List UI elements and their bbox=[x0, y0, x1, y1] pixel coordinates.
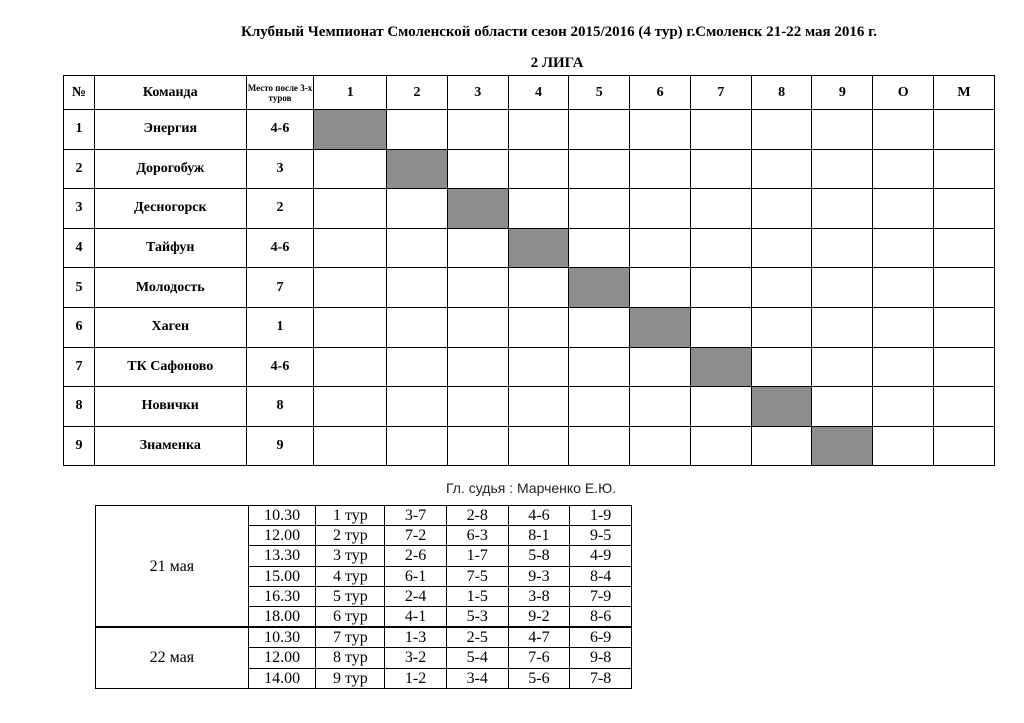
header-col: 4 bbox=[508, 76, 569, 110]
result-cell bbox=[569, 387, 630, 427]
round-time: 15.00 bbox=[248, 566, 316, 586]
result-cell bbox=[508, 347, 569, 387]
team-row bbox=[64, 268, 995, 308]
team-number: 2 bbox=[64, 149, 95, 189]
match-pair: 2-8 bbox=[446, 506, 508, 526]
result-cell bbox=[447, 149, 508, 189]
result-cell bbox=[387, 347, 448, 387]
self-match-cell bbox=[447, 189, 508, 229]
result-cell bbox=[690, 426, 751, 466]
header-team: Команда bbox=[94, 76, 246, 110]
result-cell bbox=[630, 426, 691, 466]
schedule-row bbox=[96, 506, 632, 526]
team-name: Тайфун bbox=[94, 228, 246, 268]
schedule-date: 22 мая bbox=[96, 627, 249, 688]
match-pair: 1-9 bbox=[570, 506, 632, 526]
match-pair: 7-8 bbox=[570, 668, 632, 688]
result-cell bbox=[934, 149, 995, 189]
team-name: Знаменка bbox=[94, 426, 246, 466]
result-cell bbox=[314, 307, 387, 347]
result-cell bbox=[690, 387, 751, 427]
result-cell bbox=[387, 228, 448, 268]
result-cell bbox=[508, 307, 569, 347]
team-row bbox=[64, 426, 995, 466]
result-cell bbox=[873, 347, 934, 387]
team-row bbox=[64, 307, 995, 347]
result-cell bbox=[508, 110, 569, 150]
team-name: Десногорск bbox=[94, 189, 246, 229]
result-cell bbox=[630, 110, 691, 150]
result-cell bbox=[630, 347, 691, 387]
round-time: 14.00 bbox=[248, 668, 316, 688]
team-row bbox=[64, 347, 995, 387]
match-pair: 2-5 bbox=[446, 627, 508, 648]
team-previous-place: 2 bbox=[246, 189, 314, 229]
header-row bbox=[64, 76, 995, 110]
result-cell bbox=[812, 268, 873, 308]
result-cell bbox=[630, 149, 691, 189]
result-cell bbox=[569, 189, 630, 229]
result-cell bbox=[934, 387, 995, 427]
result-cell bbox=[387, 426, 448, 466]
match-pair: 1-3 bbox=[385, 627, 447, 648]
result-cell bbox=[387, 110, 448, 150]
match-pair: 7-5 bbox=[446, 566, 508, 586]
match-pair: 8-1 bbox=[508, 526, 570, 546]
round-time: 13.30 bbox=[248, 546, 316, 566]
team-previous-place: 1 bbox=[246, 307, 314, 347]
team-name: Дорогобуж bbox=[94, 149, 246, 189]
result-cell bbox=[447, 268, 508, 308]
match-pair: 8-4 bbox=[570, 566, 632, 586]
result-cell bbox=[690, 110, 751, 150]
result-cell bbox=[630, 228, 691, 268]
result-cell bbox=[873, 307, 934, 347]
team-row bbox=[64, 228, 995, 268]
result-cell bbox=[387, 189, 448, 229]
team-previous-place: 4-6 bbox=[246, 228, 314, 268]
match-pair: 9-5 bbox=[570, 526, 632, 546]
team-name: Молодость bbox=[94, 268, 246, 308]
result-cell bbox=[508, 189, 569, 229]
header-col: 7 bbox=[690, 76, 751, 110]
team-number: 5 bbox=[64, 268, 95, 308]
match-pair: 1-5 bbox=[446, 586, 508, 606]
team-name: ТК Сафоново bbox=[94, 347, 246, 387]
match-pair: 7-6 bbox=[508, 648, 570, 668]
round-time: 12.00 bbox=[248, 526, 316, 546]
result-cell bbox=[751, 149, 812, 189]
result-cell bbox=[569, 110, 630, 150]
result-cell bbox=[314, 268, 387, 308]
self-match-cell bbox=[690, 347, 751, 387]
result-cell bbox=[314, 149, 387, 189]
result-cell bbox=[751, 347, 812, 387]
result-cell bbox=[873, 228, 934, 268]
round-label: 5 тур bbox=[316, 586, 385, 606]
round-label: 9 тур bbox=[316, 668, 385, 688]
result-cell bbox=[873, 268, 934, 308]
match-pair: 5-6 bbox=[508, 668, 570, 688]
self-match-cell bbox=[314, 110, 387, 150]
team-number: 6 bbox=[64, 307, 95, 347]
self-match-cell bbox=[569, 268, 630, 308]
header-col: 3 bbox=[447, 76, 508, 110]
result-cell bbox=[751, 110, 812, 150]
chief-judge: Гл. судья : Марченко Е.Ю. bbox=[446, 480, 617, 496]
match-pair: 4-6 bbox=[508, 506, 570, 526]
result-cell bbox=[812, 228, 873, 268]
match-pair: 5-3 bbox=[446, 606, 508, 627]
result-cell bbox=[812, 110, 873, 150]
result-cell bbox=[508, 426, 569, 466]
header-place: Место после 3-х туров bbox=[246, 76, 314, 110]
round-label: 2 тур bbox=[316, 526, 385, 546]
result-cell bbox=[751, 228, 812, 268]
team-number: 4 bbox=[64, 228, 95, 268]
result-cell bbox=[569, 307, 630, 347]
match-pair: 7-2 bbox=[385, 526, 447, 546]
round-label: 4 тур bbox=[316, 566, 385, 586]
result-cell bbox=[447, 110, 508, 150]
result-cell bbox=[569, 347, 630, 387]
match-pair: 3-7 bbox=[385, 506, 447, 526]
match-pair: 1-2 bbox=[385, 668, 447, 688]
team-row bbox=[64, 149, 995, 189]
result-cell bbox=[508, 387, 569, 427]
match-pair: 2-4 bbox=[385, 586, 447, 606]
match-pair: 7-9 bbox=[570, 586, 632, 606]
round-label: 3 тур bbox=[316, 546, 385, 566]
self-match-cell bbox=[630, 307, 691, 347]
result-cell bbox=[873, 189, 934, 229]
match-pair: 9-3 bbox=[508, 566, 570, 586]
match-pair: 1-7 bbox=[446, 546, 508, 566]
team-row bbox=[64, 387, 995, 427]
header-col: 6 bbox=[630, 76, 691, 110]
round-label: 6 тур bbox=[316, 606, 385, 627]
result-cell bbox=[812, 347, 873, 387]
result-cell bbox=[508, 149, 569, 189]
self-match-cell bbox=[812, 426, 873, 466]
team-previous-place: 7 bbox=[246, 268, 314, 308]
match-pair: 2-6 bbox=[385, 546, 447, 566]
team-previous-place: 8 bbox=[246, 387, 314, 427]
match-pair: 5-8 bbox=[508, 546, 570, 566]
result-cell bbox=[812, 149, 873, 189]
header-col-points: О bbox=[873, 76, 934, 110]
schedule-body bbox=[96, 506, 632, 689]
round-time: 10.30 bbox=[248, 627, 316, 648]
team-previous-place: 4-6 bbox=[246, 110, 314, 150]
header-num: № bbox=[64, 76, 95, 110]
result-cell bbox=[934, 347, 995, 387]
result-cell bbox=[314, 347, 387, 387]
standings-table bbox=[63, 75, 995, 466]
result-cell bbox=[690, 268, 751, 308]
match-pair: 6-3 bbox=[446, 526, 508, 546]
round-time: 12.00 bbox=[248, 648, 316, 668]
team-number: 3 bbox=[64, 189, 95, 229]
result-cell bbox=[934, 189, 995, 229]
header-col: 1 bbox=[314, 76, 387, 110]
team-number: 1 bbox=[64, 110, 95, 150]
team-name: Энергия bbox=[94, 110, 246, 150]
result-cell bbox=[447, 426, 508, 466]
league-title: 2 ЛИГА bbox=[530, 55, 584, 71]
schedule-table bbox=[95, 505, 632, 689]
match-pair: 4-9 bbox=[570, 546, 632, 566]
team-number: 8 bbox=[64, 387, 95, 427]
result-cell bbox=[751, 307, 812, 347]
result-cell bbox=[314, 426, 387, 466]
team-row bbox=[64, 110, 995, 150]
match-pair: 4-1 bbox=[385, 606, 447, 627]
result-cell bbox=[387, 268, 448, 308]
result-cell bbox=[812, 387, 873, 427]
result-cell bbox=[314, 189, 387, 229]
result-cell bbox=[873, 426, 934, 466]
result-cell bbox=[934, 307, 995, 347]
header-col: 8 bbox=[751, 76, 812, 110]
result-cell bbox=[569, 426, 630, 466]
round-label: 7 тур bbox=[316, 627, 385, 648]
header-col: 2 bbox=[387, 76, 448, 110]
result-cell bbox=[690, 189, 751, 229]
standings-body bbox=[64, 110, 995, 466]
round-label: 1 тур bbox=[316, 506, 385, 526]
result-cell bbox=[569, 149, 630, 189]
result-cell bbox=[569, 228, 630, 268]
result-cell bbox=[314, 387, 387, 427]
result-cell bbox=[751, 426, 812, 466]
round-time: 16.30 bbox=[248, 586, 316, 606]
team-previous-place: 9 bbox=[246, 426, 314, 466]
match-pair: 3-4 bbox=[446, 668, 508, 688]
result-cell bbox=[934, 228, 995, 268]
result-cell bbox=[447, 228, 508, 268]
match-pair: 6-1 bbox=[385, 566, 447, 586]
result-cell bbox=[934, 110, 995, 150]
result-cell bbox=[934, 426, 995, 466]
result-cell bbox=[934, 268, 995, 308]
result-cell bbox=[873, 387, 934, 427]
match-pair: 3-8 bbox=[508, 586, 570, 606]
team-number: 9 bbox=[64, 426, 95, 466]
team-row bbox=[64, 189, 995, 229]
round-time: 18.00 bbox=[248, 606, 316, 627]
result-cell bbox=[447, 307, 508, 347]
team-name: Хаген bbox=[94, 307, 246, 347]
result-cell bbox=[314, 228, 387, 268]
result-cell bbox=[447, 387, 508, 427]
team-previous-place: 3 bbox=[246, 149, 314, 189]
match-pair: 9-8 bbox=[570, 648, 632, 668]
document-title: Клубный Чемпионат Смоленской области сезон 2015/2016 (4 тур) г.Смоленск 21-22 мая 2016 г. bbox=[240, 24, 878, 40]
self-match-cell bbox=[387, 149, 448, 189]
header-col: 5 bbox=[569, 76, 630, 110]
result-cell bbox=[751, 268, 812, 308]
round-label: 8 тур bbox=[316, 648, 385, 668]
self-match-cell bbox=[508, 228, 569, 268]
match-pair: 6-9 bbox=[570, 627, 632, 648]
result-cell bbox=[630, 189, 691, 229]
result-cell bbox=[690, 307, 751, 347]
result-cell bbox=[387, 307, 448, 347]
self-match-cell bbox=[751, 387, 812, 427]
result-cell bbox=[690, 149, 751, 189]
header-col-place: М bbox=[934, 76, 995, 110]
result-cell bbox=[630, 387, 691, 427]
match-pair: 8-6 bbox=[570, 606, 632, 627]
team-previous-place: 4-6 bbox=[246, 347, 314, 387]
result-cell bbox=[812, 307, 873, 347]
result-cell bbox=[387, 387, 448, 427]
schedule-row bbox=[96, 627, 632, 648]
round-time: 10.30 bbox=[248, 506, 316, 526]
match-pair: 3-2 bbox=[385, 648, 447, 668]
match-pair: 5-4 bbox=[446, 648, 508, 668]
result-cell bbox=[630, 268, 691, 308]
result-cell bbox=[508, 268, 569, 308]
team-number: 7 bbox=[64, 347, 95, 387]
result-cell bbox=[690, 228, 751, 268]
result-cell bbox=[812, 189, 873, 229]
result-cell bbox=[873, 149, 934, 189]
match-pair: 9-2 bbox=[508, 606, 570, 627]
result-cell bbox=[751, 189, 812, 229]
match-pair: 4-7 bbox=[508, 627, 570, 648]
team-name: Новички bbox=[94, 387, 246, 427]
header-col: 9 bbox=[812, 76, 873, 110]
schedule-date: 21 мая bbox=[96, 506, 249, 628]
result-cell bbox=[873, 110, 934, 150]
result-cell bbox=[447, 347, 508, 387]
